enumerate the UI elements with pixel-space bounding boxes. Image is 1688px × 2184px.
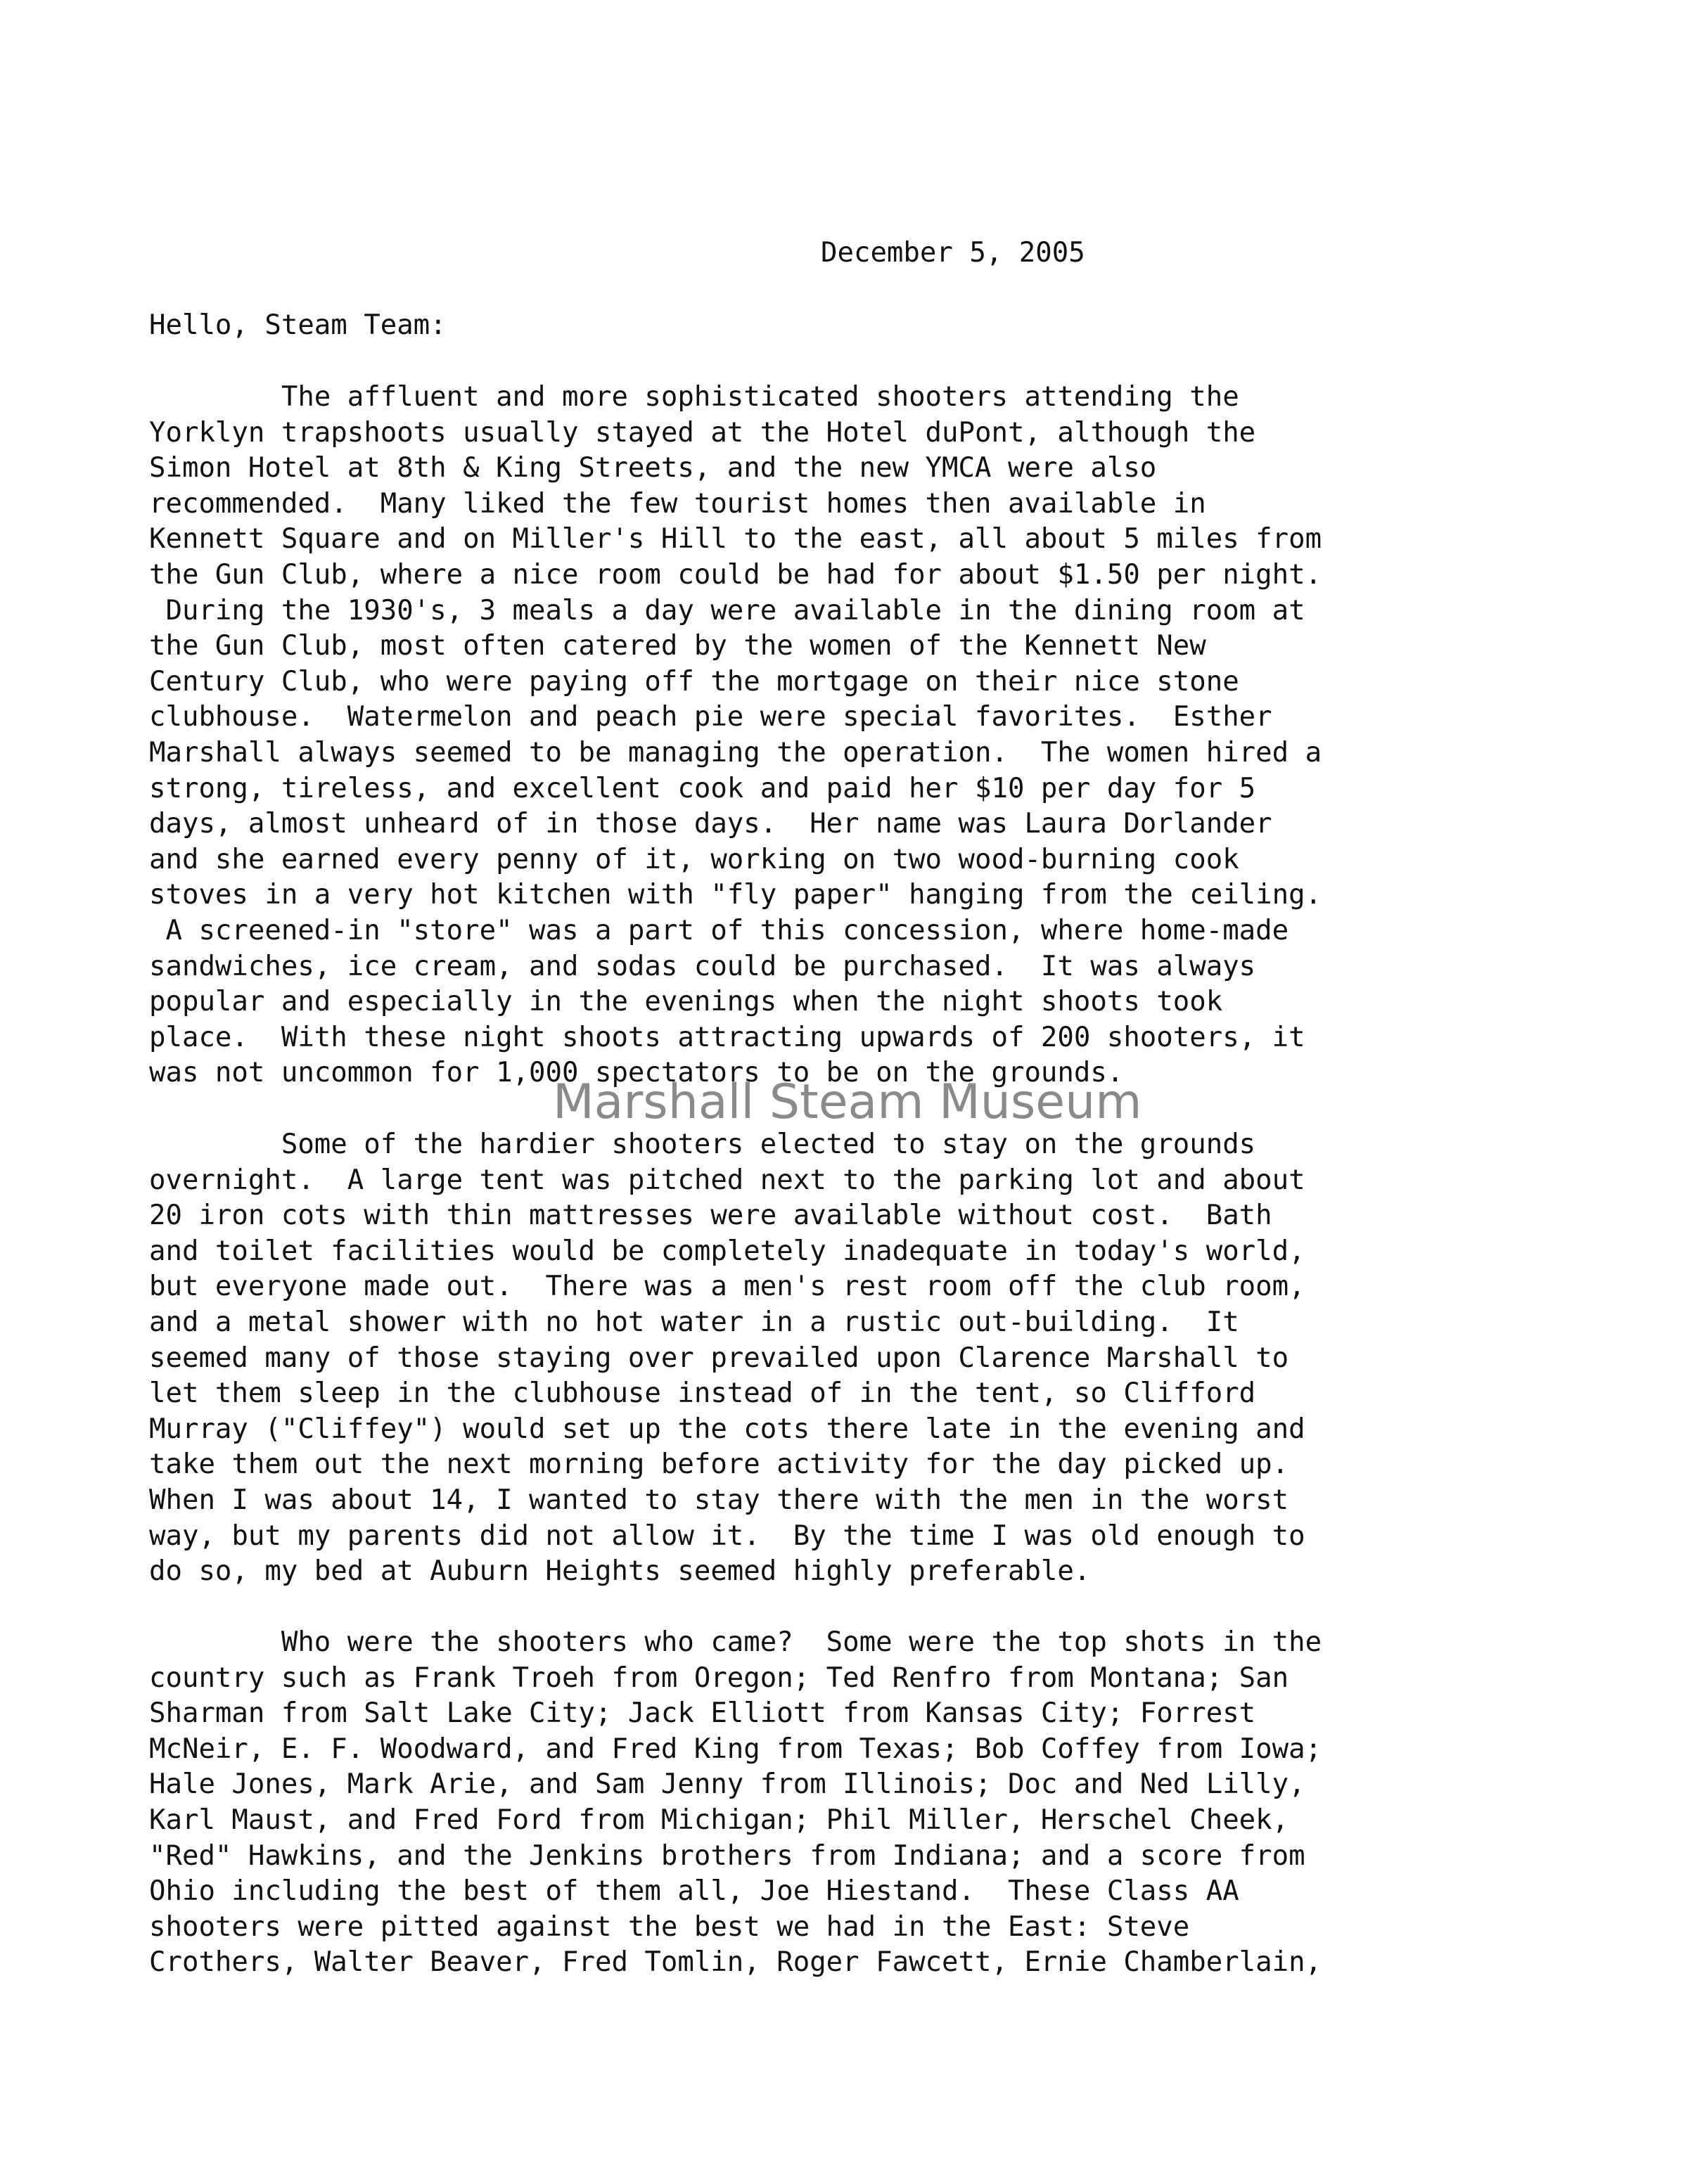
text-line: The affluent and more sophisticated shooters attending the — [149, 381, 1239, 413]
text-line: Simon Hotel at 8th & King Streets, and the new YMCA were also — [149, 452, 1157, 484]
paragraph-shooters — [149, 1625, 1322, 1981]
text-line: Crothers, Walter Beaver, Fred Tomlin, Roger Fawcett, Ernie Chamberlain, — [149, 1946, 1322, 1979]
text-line: Sharman from Salt Lake City; Jack Elliott from Kansas City; Forrest — [149, 1697, 1256, 1730]
text-line: but everyone made out. There was a men's rest room off the club room, — [149, 1271, 1305, 1303]
text-line: and a metal shower with no hot water in a rustic out-building. It — [149, 1306, 1239, 1338]
letter-date: December 5, 2005 — [821, 237, 1085, 269]
text-line: When I was about 14, I wanted to stay there with the men in the worst — [149, 1484, 1289, 1516]
text-line: Murray ("Cliffey") would set up the cots there late in the evening and — [149, 1413, 1305, 1445]
text-line: strong, tireless, and excellent cook and paid her $10 per day for 5 — [149, 772, 1256, 804]
text-line: the Gun Club, where a nice room could be had for about $1.50 per night. — [149, 558, 1322, 591]
text-line: Kennett Square and on Miller's Hill to the east, all about 5 miles from — [149, 523, 1322, 555]
text-line: way, but my parents did not allow it. By the time I was old enough to — [149, 1520, 1305, 1552]
text-line: take them out the next morning before activity for the day picked up. — [149, 1448, 1289, 1481]
text-line: Who were the shooters who came? Some were the top shots in the — [149, 1626, 1322, 1658]
text-line: Yorklyn trapshoots usually stayed at the Hotel duPont, although the — [149, 416, 1256, 449]
text-line: overnight. A large tent was pitched next to the parking lot and about — [149, 1164, 1305, 1196]
text-line: and she earned every penny of it, working on two wood-burning cook — [149, 843, 1239, 875]
text-line: seemed many of those staying over prevailed upon Clarence Marshall to — [149, 1342, 1289, 1374]
text-line: McNeir, E. F. Woodward, and Fred King from Texas; Bob Coffey from Iowa; — [149, 1733, 1322, 1765]
text-line: "Red" Hawkins, and the Jenkins brothers from Indiana; and a score from — [149, 1839, 1305, 1872]
paragraph-overnight — [149, 1127, 1305, 1590]
letter-salutation: Hello, Steam Team: — [149, 309, 447, 341]
text-line: stoves in a very hot kitchen with "fly paper" hanging from the ceiling. — [149, 879, 1322, 911]
text-line: 20 iron cots with thin mattresses were available without cost. Bath — [149, 1200, 1272, 1232]
paragraph-lodging — [149, 380, 1322, 1091]
text-line: popular and especially in the evenings when the night shoots took — [149, 986, 1223, 1018]
text-line: Hale Jones, Mark Arie, and Sam Jenny from Illinois; Doc and Ned Lilly, — [149, 1768, 1305, 1801]
text-line: country such as Frank Troeh from Oregon; Ted Renfro from Montana; San — [149, 1662, 1289, 1694]
text-line: Some of the hardier shooters elected to stay on the grounds — [149, 1129, 1256, 1160]
text-line: shooters were pitted against the best we had in the East: Steve — [149, 1910, 1190, 1943]
text-line: the Gun Club, most often catered by the women of the Kennett New — [149, 630, 1206, 662]
text-line: During the 1930's, 3 meals a day were available in the dining room at — [149, 594, 1305, 627]
text-line: let them sleep in the clubhouse instead of in the tent, so Clifford — [149, 1377, 1256, 1410]
text-line: Karl Maust, and Fred Ford from Michigan; Phil Miller, Herschel Cheek, — [149, 1804, 1289, 1836]
text-line: A screened-in "store" was a part of this concession, where home-made — [149, 914, 1289, 946]
text-line: Ohio including the best of them all, Joe Hiestand. These Class AA — [149, 1875, 1239, 1908]
text-line: do so, my bed at Auburn Heights seemed highly preferable. — [149, 1555, 1091, 1588]
text-line: sandwiches, ice cream, and sodas could be purchased. It was always — [149, 950, 1256, 982]
text-line: Marshall always seemed to be managing the operation. The women hired a — [149, 736, 1322, 769]
text-line: days, almost unheard of in those days. Her name was Laura Dorlander — [149, 808, 1272, 840]
museum-watermark: Marshall Steam Museum — [553, 1074, 1142, 1130]
text-line: recommended. Many liked the few tourist homes then available in — [149, 487, 1206, 520]
text-line: place. With these night shoots attracting upwards of 200 shooters, it — [149, 1021, 1305, 1053]
text-line: clubhouse. Watermelon and peach pie were special favorites. Esther — [149, 701, 1272, 733]
text-line: was not uncommon for 1,000 spectators to be on the grounds. — [149, 1057, 1124, 1089]
text-line: Century Club, who were paying off the mortgage on their nice stone — [149, 665, 1239, 698]
text-line: and toilet facilities would be completely inadequate in today's world, — [149, 1235, 1305, 1267]
